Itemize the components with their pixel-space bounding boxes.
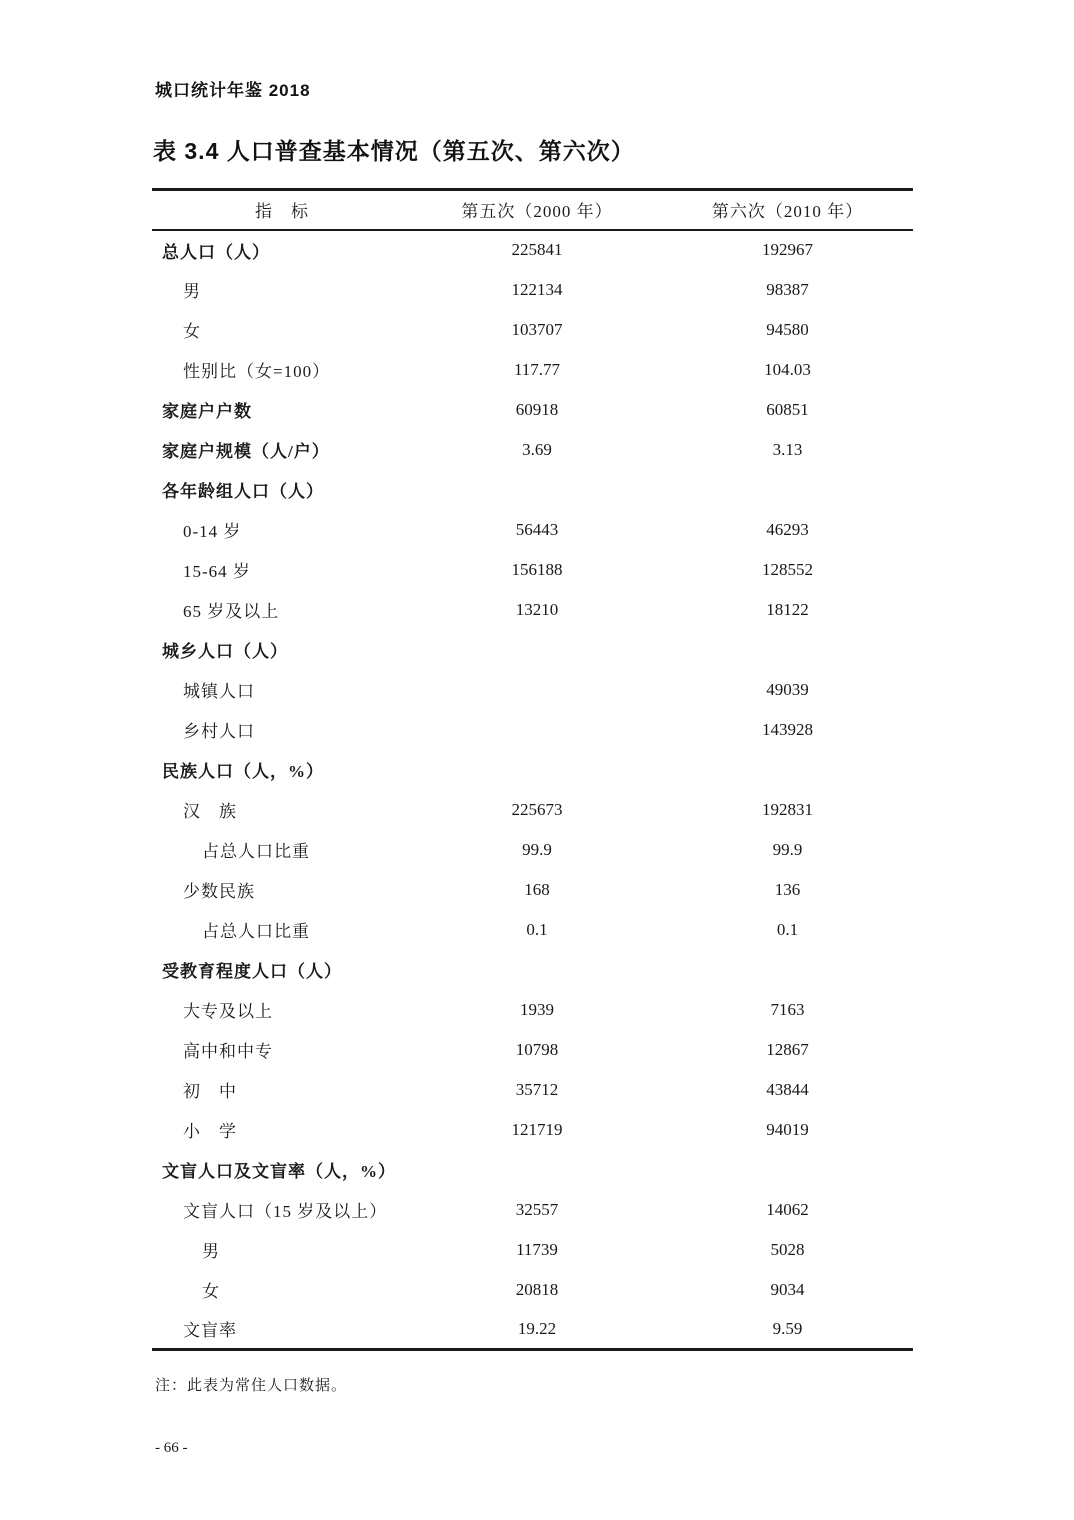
value-census-2000: 60918 [515,399,559,419]
table-row [152,830,913,870]
value-census-2010: 43844 [766,1079,809,1099]
table-row [152,710,913,750]
row-label: 民族人口（人，%） [162,762,324,781]
value-census-2010: 9034 [770,1279,805,1299]
value-census-2010: 104.03 [764,359,811,379]
yearbook-header: 城口统计年鉴 2018 [155,81,311,100]
row-label: 占总人口比重 [202,922,310,941]
row-label: 汉 族 [183,802,237,821]
value-census-2010: 0.1 [776,919,799,939]
value-census-2000 [412,670,662,710]
table-row [152,350,913,390]
row-label: 15-64 岁 [183,562,251,581]
value-census-2010: 192967 [762,240,813,259]
row-label: 占总人口比重 [202,842,310,861]
value-census-2010: 99.9 [772,839,803,859]
value-census-2010 [662,630,913,670]
value-census-2000: 225841 [511,240,563,259]
row-label: 65 岁及以上 [183,602,280,621]
value-census-2010: 46293 [766,519,809,539]
value-census-2010: 14062 [766,1199,809,1219]
value-census-2000: 225673 [511,799,563,819]
page-number: - 66 - [155,1440,188,1456]
value-census-2000 [412,1150,662,1190]
value-census-2000: 11739 [516,1239,558,1259]
value-census-2010: 94580 [766,319,809,339]
column-header-census-2010: 第六次（2010 年） [711,202,864,222]
value-census-2000: 35712 [515,1079,559,1099]
row-label: 男 [183,282,201,301]
value-census-2000: 19.22 [517,1318,557,1338]
table-row [152,510,913,550]
table-row [152,390,913,430]
table-row [152,1150,913,1190]
value-census-2000: 156188 [511,559,563,579]
table-row [152,1030,913,1070]
value-census-2010 [662,1150,913,1190]
row-label: 0-14 岁 [183,522,242,541]
row-label: 城镇人口 [183,682,255,701]
row-label: 文盲率 [183,1321,237,1341]
value-census-2010 [662,750,913,790]
value-census-2010: 7163 [770,999,805,1019]
table-row [152,430,913,470]
table-row [152,230,913,270]
row-label: 大专及以上 [183,1002,273,1021]
value-census-2000: 32557 [515,1199,559,1219]
row-label: 小 学 [183,1122,237,1141]
table-row [152,950,913,990]
table-row [152,1230,913,1270]
row-label: 性别比（女=100） [183,362,331,381]
table-row [152,1190,913,1230]
table-row [152,310,913,350]
value-census-2000: 168 [524,879,550,899]
table-note: 注：此表为常住人口数据。 [155,1378,348,1394]
value-census-2000 [412,750,662,790]
row-label: 男 [202,1242,220,1261]
value-census-2000: 0.1 [526,919,548,939]
value-census-2000 [412,470,662,510]
table-row [152,1270,913,1310]
table-row [152,270,913,310]
column-header-census-2000: 第五次（2000 年） [461,202,613,222]
table-row [152,790,913,830]
value-census-2000: 121719 [511,1119,563,1139]
column-header-indicator: 指 标 [255,202,309,222]
value-census-2010: 9.59 [772,1318,803,1338]
value-census-2000: 56443 [515,519,559,539]
table-row [152,1070,913,1110]
value-census-2010: 143928 [762,719,813,739]
table-header-row [152,190,913,230]
table-row [152,870,913,910]
value-census-2000: 20818 [515,1279,559,1299]
value-census-2010: 18122 [766,599,809,619]
value-census-2000: 13210 [515,599,559,619]
value-census-2010: 60851 [766,399,809,419]
value-census-2000: 1939 [520,999,554,1019]
value-census-2000: 3.69 [522,439,552,459]
table-row [152,670,913,710]
value-census-2010: 5028 [770,1239,805,1259]
value-census-2010: 128552 [762,559,813,579]
table-row [152,550,913,590]
value-census-2000: 117.77 [513,359,561,379]
table-row [152,990,913,1030]
value-census-2000: 99.9 [522,839,552,859]
row-label: 家庭户规模（人/户） [162,442,330,461]
table-row [152,470,913,510]
value-census-2000: 122134 [511,279,563,299]
row-label: 各年龄组人口（人） [162,482,324,501]
table-row [152,1310,913,1350]
value-census-2010: 49039 [766,679,809,699]
census-stats-table [152,188,913,1351]
value-census-2010: 3.13 [772,439,803,459]
value-census-2010: 12867 [766,1039,809,1059]
row-label: 城乡人口（人） [162,642,288,661]
table-row [152,910,913,950]
row-label: 高中和中专 [183,1042,273,1061]
row-label: 乡村人口 [183,722,255,741]
value-census-2000: 10798 [515,1039,559,1059]
row-label: 家庭户户数 [162,402,252,421]
row-label: 初 中 [183,1082,237,1101]
row-label: 受教育程度人口（人） [162,962,342,981]
value-census-2010: 94019 [766,1119,809,1139]
value-census-2000 [412,710,662,750]
row-label: 女 [183,322,201,341]
value-census-2010 [662,470,913,510]
row-label: 文盲人口及文盲率（人，%） [162,1162,396,1181]
table-row [152,750,913,790]
row-label: 女 [202,1282,220,1301]
row-label: 文盲人口（15 岁及以上） [183,1202,388,1221]
value-census-2000 [412,630,662,670]
table-title: 表 3.4 人口普查基本情况（第五次、第六次） [153,138,635,164]
value-census-2010: 192831 [762,799,813,819]
row-label: 少数民族 [183,882,255,901]
value-census-2000 [412,950,662,990]
value-census-2010: 136 [774,879,801,899]
value-census-2010: 98387 [766,279,809,299]
value-census-2000: 103707 [511,319,563,339]
table-row [152,630,913,670]
row-label: 总人口（人） [162,242,270,262]
table-body [152,230,913,1350]
table-row [152,590,913,630]
table-row [152,1110,913,1150]
value-census-2010 [662,950,913,990]
